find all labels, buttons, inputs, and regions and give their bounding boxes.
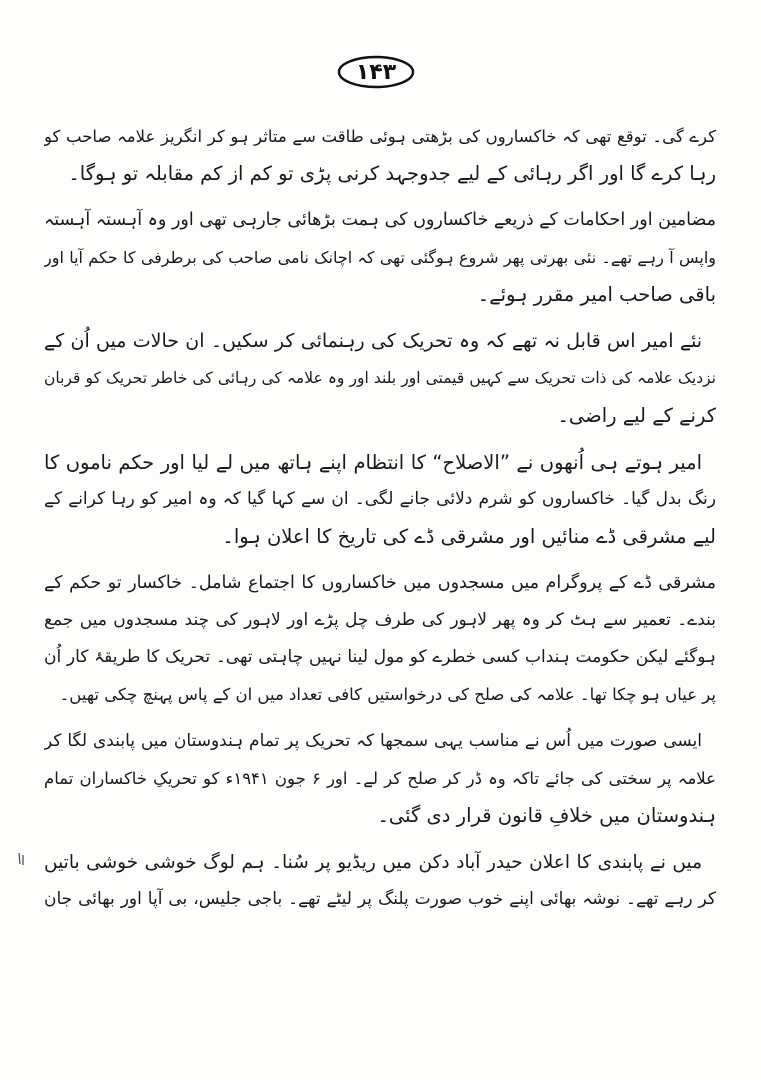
text-line: نزدیک علامہ کی ذات تحریک سے کہیں قیمتی اور بلند اور وہ علامہ کی رہائی کی خاطر تحریک کو قربان: [44, 369, 716, 387]
paragraph: [44, 844, 716, 918]
text-line: واپس آ رہے تھے۔ نئی بھرتی پھر شروع ہوگئی تھی کہ اچانک نامی صاحب کی برطرفی کا حکم آیا اور: [44, 248, 716, 267]
text-line: کرنے کے لیے راضی۔: [557, 404, 716, 427]
text-line: ایسی صورت میں اُس نے مناسب یہی سمجھا کہ تحریک پر تمام ہندوستان میں پابندی لگا کر: [44, 731, 702, 751]
text-line: ہندوستان میں خلافِ قانون قرار دی گئی۔: [377, 804, 716, 827]
text-line: علامہ پر سختی کی جائے تاکہ وہ ڈر کر صلح کر لے۔ اور ۶ جون ۱۹۴۱ء کو تحریکِ خاکساران تمام: [44, 769, 716, 788]
text-line: کرے گی۔ توقع تھی کہ خاکساروں کی بڑھتی ہوئی طاقت سے متاثر ہو کر انگریز علامہ صاحب کو: [44, 127, 716, 146]
body-text: [44, 118, 716, 918]
text-line: نئے امیر اس قابل نہ تھے کہ وہ تحریک کی رہنمائی کر سکیں۔ ان حالات میں اُن کے: [44, 330, 702, 352]
paragraph: [44, 723, 716, 834]
margin-pen-mark: [16, 852, 26, 866]
text-line: رنگ بدل گیا۔ خاکساروں کو شرم دلائی جانے لگی۔ ان سے کہا گیا کہ وہ امیر کو رہا کرانے کے: [44, 489, 716, 509]
text-line: بندے۔ تعمیر سے ہٹ کر وہ پھر لاہور کی طرف چل پڑے اور لاہور کی چند مسجدوں میں جمع: [44, 610, 716, 630]
text-line: مشرقی ڈے کے پروگرام میں مسجدوں میں خاکساروں کا اجتماع شامل۔ خاکسار تو حکم کے: [44, 573, 716, 593]
text-line: لیے مشرقی ڈے منائیں اور مشرقی ڈے کی تاریخ کا اعلان ہوا۔: [222, 525, 716, 548]
text-line: پر عیاں ہو چکا تھا۔ علامہ کی صلح کی درخواستیں کافی تعداد میں ان کے پاس پہنچ چکی تھیں۔: [59, 685, 716, 704]
text-line: میں نے پابندی کا اعلان حیدر آباد دکن میں ریڈیو پر سُنا۔ ہم لوگ خوشی خوشی باتیں: [44, 852, 702, 873]
paragraph: [44, 118, 716, 192]
text-line: باقی صاحب امیر مقرر ہوئے۔: [477, 283, 716, 306]
paragraph: [44, 444, 716, 555]
paragraph: [44, 323, 716, 434]
text-line: کر رہے تھے۔ نوشہ بھائی اپنے خوب صورت پلنگ پر لیٹے تھے۔ باجی جلیس، بی آپا اور بھائی جان: [44, 889, 716, 909]
page-number: ۱۴۳: [355, 59, 397, 85]
text-line: رہا کرے گا اور اگر رہائی کے لیے جدوجہد کرنی پڑی تو کم از کم مقابلہ تو ہوگا۔: [68, 162, 716, 185]
page-number-badge: [337, 55, 415, 89]
text-line: ہوگئے لیکن حکومت ہنداب کسی خطرے کو مول لینا نہیں چاہتی تھی۔ تحریک کا طریقۂ کار اُن: [44, 647, 716, 667]
paragraph: [44, 565, 716, 713]
text-line: امیر ہوتے ہی اُنھوں نے ”الاصلاح“ کا انتظام اپنے ہاتھ میں لے لیا اور حکم ناموں کا: [44, 451, 702, 474]
paragraph: [44, 202, 716, 313]
text-line: مضامین اور احکامات کے ذریعے خاکساروں کی ہمت بڑھائی جارہی تھی اور وہ آہستہ آہستہ: [44, 210, 716, 230]
